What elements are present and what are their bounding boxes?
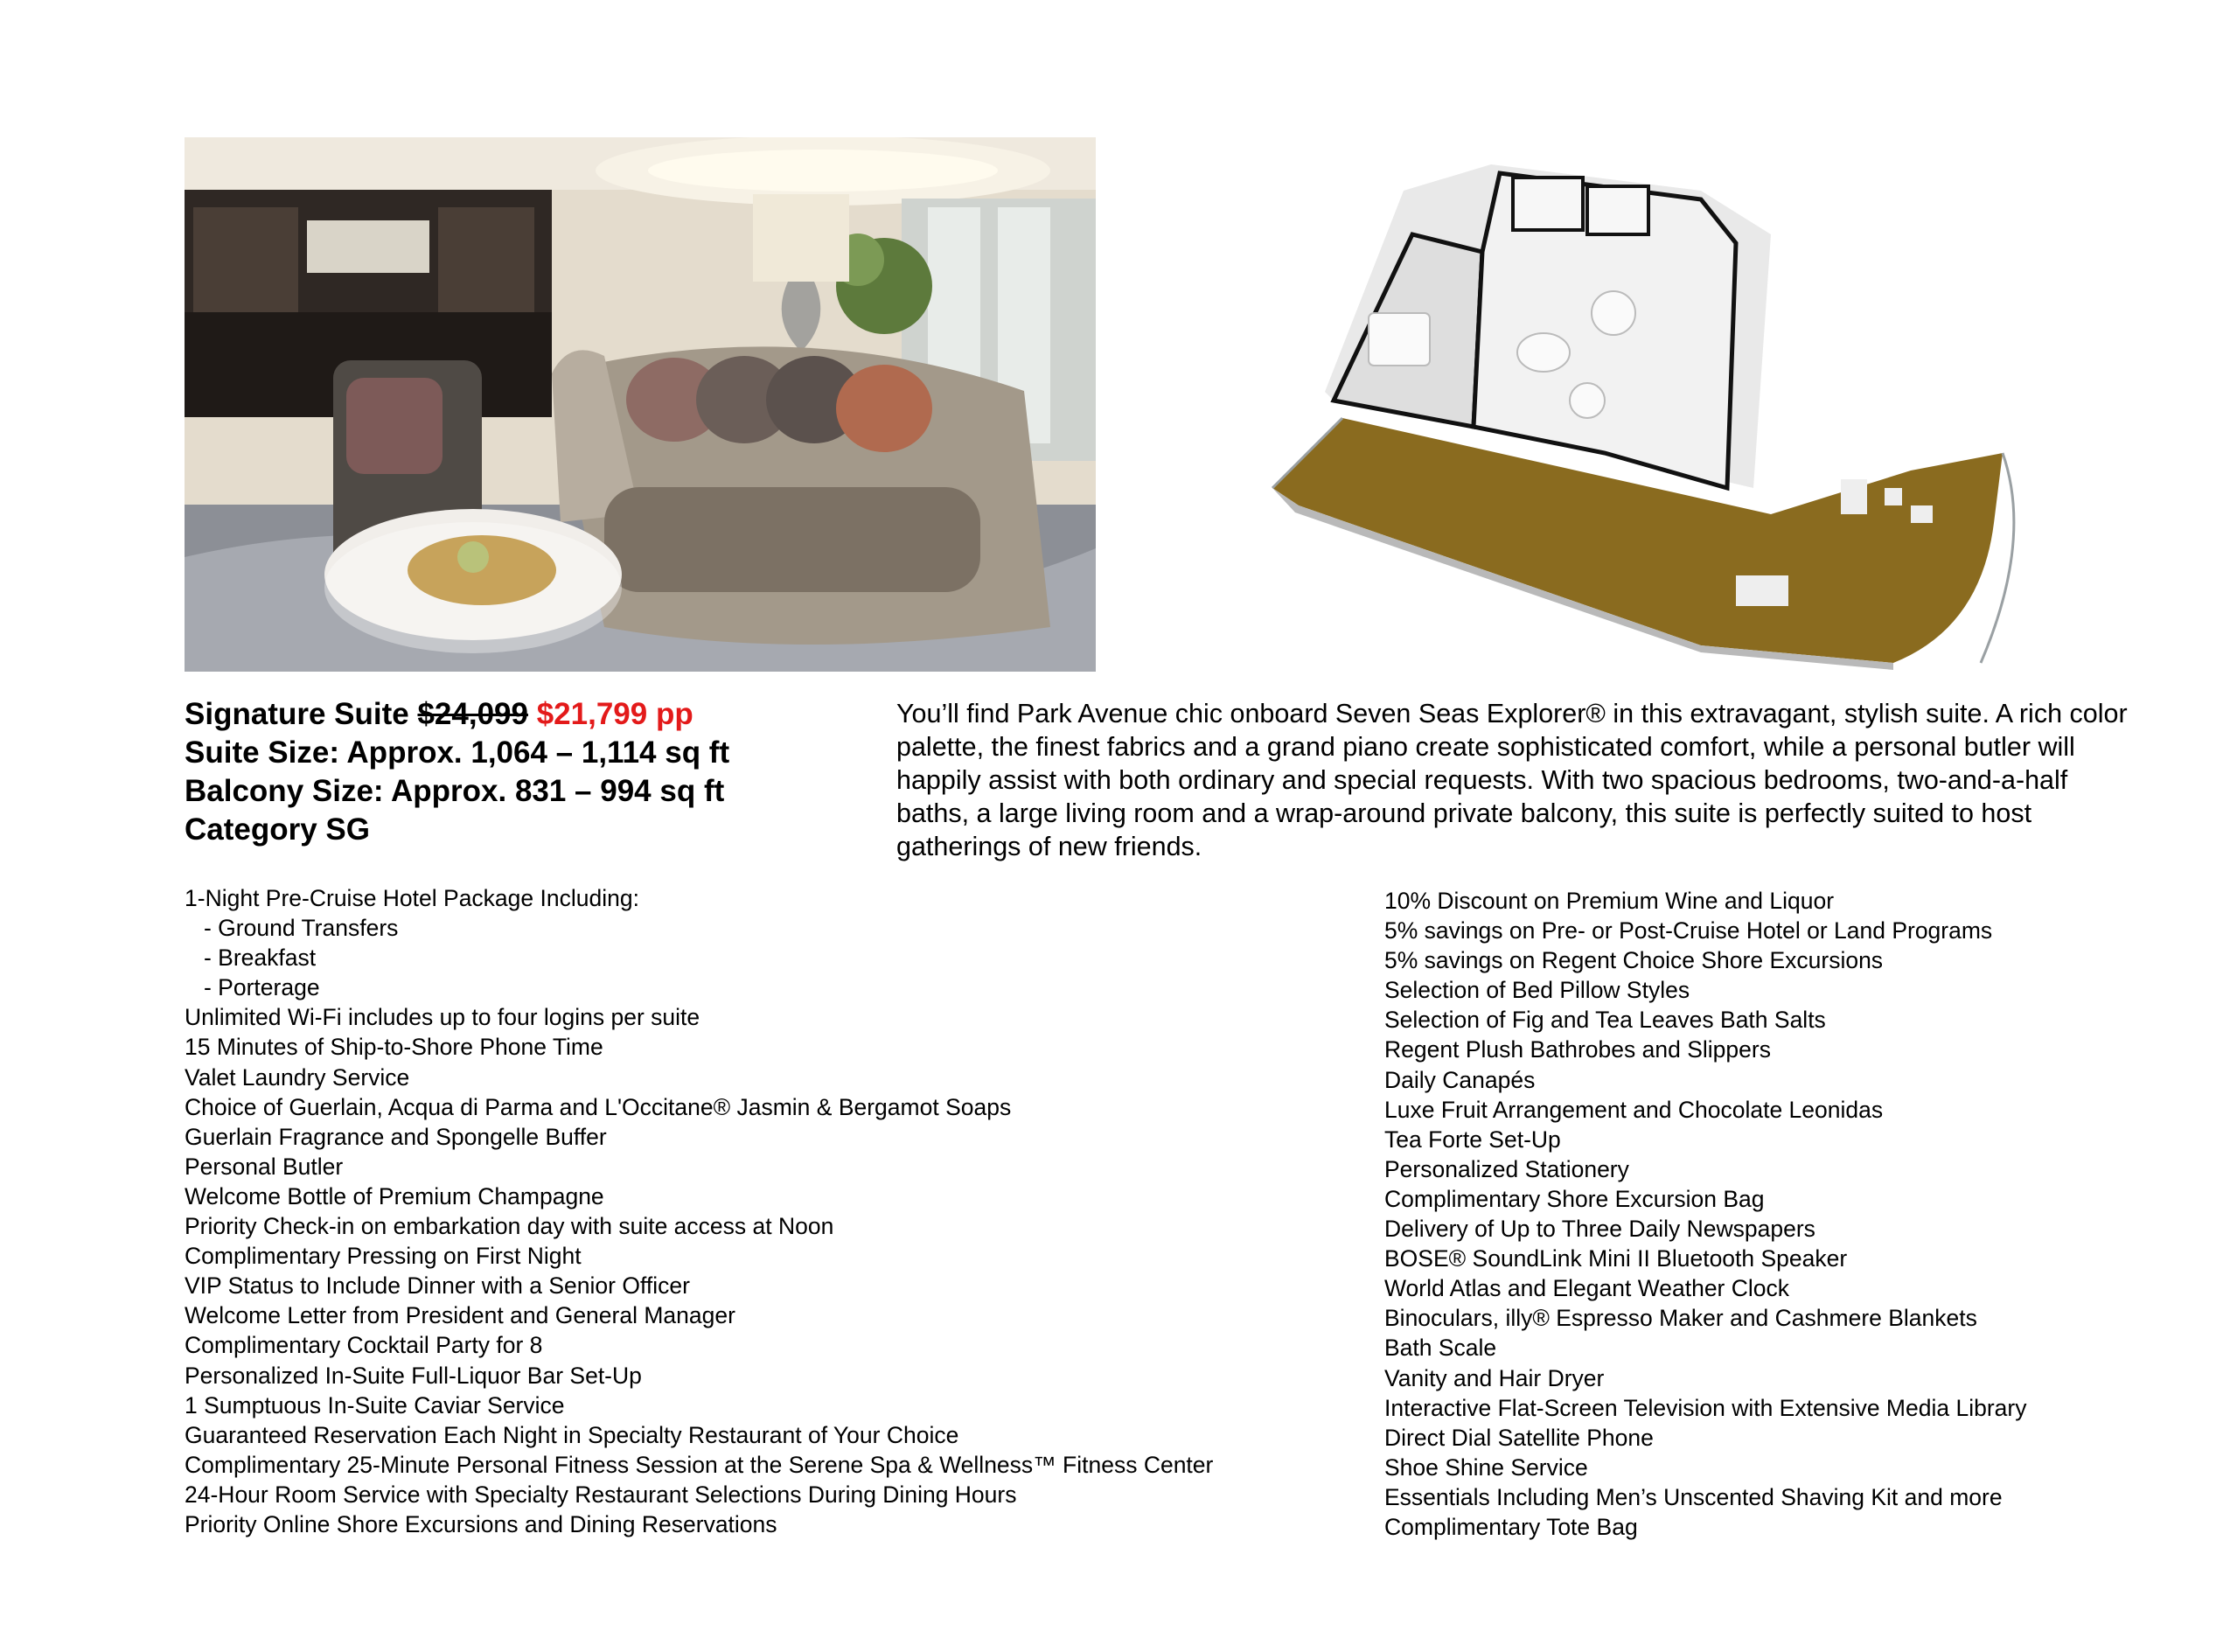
amenity-item: Daily Canapés — [1384, 1066, 1536, 1093]
amenity-item: Direct Dial Satellite Phone — [1384, 1424, 1654, 1451]
amenity-item: Choice of Guerlain, Acqua di Parma and L'Occitane® Jasmin & Bergamot Soaps — [185, 1093, 1012, 1120]
amenity-item: Welcome Bottle of Premium Champagne — [185, 1182, 604, 1209]
amenity-item: Complimentary Cocktail Party for 8 — [185, 1332, 543, 1359]
amenity-item: Vanity and Hair Dryer — [1384, 1364, 1605, 1391]
amenity-item: Complimentary Shore Excursion Bag — [1384, 1185, 1765, 1212]
suite-description: You’ll find Park Avenue chic onboard Seven Seas Explorer® in this extravagant, stylish suite. A rich color palette, the finest fabrics and a grand piano create sophisticated comfort, while a personal butler will happily assist with both ordinary and special requests. With two spacious bedrooms, two-and-a-half baths, a large living room and a wrap-around private balcony, this suite is perfectly suited to host gatherings of new friends. — [896, 699, 2128, 861]
original-price: $24,099 — [417, 697, 528, 731]
amenity-subitem: - Porterage — [204, 974, 320, 1001]
amenity-item: Interactive Flat-Screen Television with Extensive Media Library — [1384, 1394, 2027, 1421]
amenity-item: Unlimited Wi-Fi includes up to four logins per suite — [185, 1004, 700, 1031]
amenity-item: Regent Plush Bathrobes and Slippers — [1384, 1036, 1771, 1063]
amenity-item: Personalized In-Suite Full-Liquor Bar Set-Up — [185, 1362, 642, 1389]
amenity-item: World Atlas and Elegant Weather Clock — [1384, 1275, 1790, 1302]
amenity-item: 1-Night Pre-Cruise Hotel Package Including: — [185, 885, 639, 911]
amenity-item: Essentials Including Men’s Unscented Shaving Kit and more — [1384, 1483, 2003, 1510]
amenity-item: 1 Sumptuous In-Suite Caviar Service — [185, 1391, 565, 1418]
amenity-item: Complimentary Pressing on First Night — [185, 1243, 582, 1270]
amenity-item: BOSE® SoundLink Mini II Bluetooth Speaker — [1384, 1245, 1848, 1272]
amenity-subitem: - Breakfast — [204, 944, 317, 972]
suite-floor-plan — [1211, 138, 2038, 673]
amenity-item: 15 Minutes of Ship-to-Shore Phone Time — [185, 1034, 603, 1061]
amenities-list-right — [1384, 886, 2026, 1542]
amenity-item: Delivery of Up to Three Daily Newspapers — [1384, 1216, 1815, 1243]
amenity-item: 5% savings on Regent Choice Shore Excursions — [1384, 947, 1884, 974]
amenity-item: 5% savings on Pre- or Post-Cruise Hotel or Land Programs — [1384, 917, 1993, 944]
amenity-item: Complimentary Tote Bag — [1384, 1513, 1638, 1540]
amenity-item: 10% Discount on Premium Wine and Liquor — [1384, 888, 1835, 914]
amenities-list-left — [185, 883, 1213, 1539]
amenity-item: Guaranteed Reservation Each Night in Specialty Restaurant of Your Choice — [185, 1421, 959, 1448]
amenity-item: Personalized Stationery — [1384, 1155, 1629, 1182]
amenity-item: Priority Check-in on embarkation day with suite access at Noon — [185, 1213, 834, 1240]
amenity-item: Valet Laundry Service — [185, 1063, 410, 1091]
amenity-item: Selection of Bed Pillow Styles — [1384, 977, 1690, 1004]
amenity-item: Welcome Letter from President and General Manager — [185, 1302, 735, 1329]
balcony-size: Balcony Size: Approx. 831 – 994 sq ft — [185, 774, 725, 808]
suite-living-room-photo — [185, 137, 1096, 672]
amenity-item: Selection of Fig and Tea Leaves Bath Salts — [1384, 1007, 1826, 1034]
suite-heading — [185, 695, 867, 849]
amenity-item: 24-Hour Room Service with Specialty Restaurant Selections During Dining Hours — [185, 1481, 1017, 1508]
suite-size: Suite Size: Approx. 1,064 – 1,114 sq ft — [185, 735, 730, 770]
amenity-item: VIP Status to Include Dinner with a Senior Officer — [185, 1272, 690, 1300]
amenity-item: Binoculars, illy® Espresso Maker and Cashmere Blankets — [1384, 1305, 1977, 1332]
amenity-subitem: - Ground Transfers — [204, 915, 399, 942]
amenity-item: Tea Forte Set-Up — [1384, 1126, 1561, 1153]
amenity-item: Personal Butler — [185, 1153, 344, 1180]
suite-category: Category SG — [185, 812, 370, 847]
amenity-item: Guerlain Fragrance and Spongelle Buffer — [185, 1123, 607, 1150]
amenity-item: Complimentary 25-Minute Personal Fitness Session at the Serene Spa & Wellness™ Fitness Center — [185, 1451, 1214, 1478]
amenity-item: Shoe Shine Service — [1384, 1453, 1588, 1481]
suite-title-line — [185, 695, 867, 734]
amenity-item: Priority Online Shore Excursions and Dining Reservations — [185, 1510, 777, 1537]
suite-name: Signature Suite — [185, 697, 409, 731]
sale-price: $21,799 pp — [536, 697, 693, 731]
amenity-item: Luxe Fruit Arrangement and Chocolate Leonidas — [1384, 1096, 1884, 1123]
amenity-item: Bath Scale — [1384, 1335, 1497, 1362]
